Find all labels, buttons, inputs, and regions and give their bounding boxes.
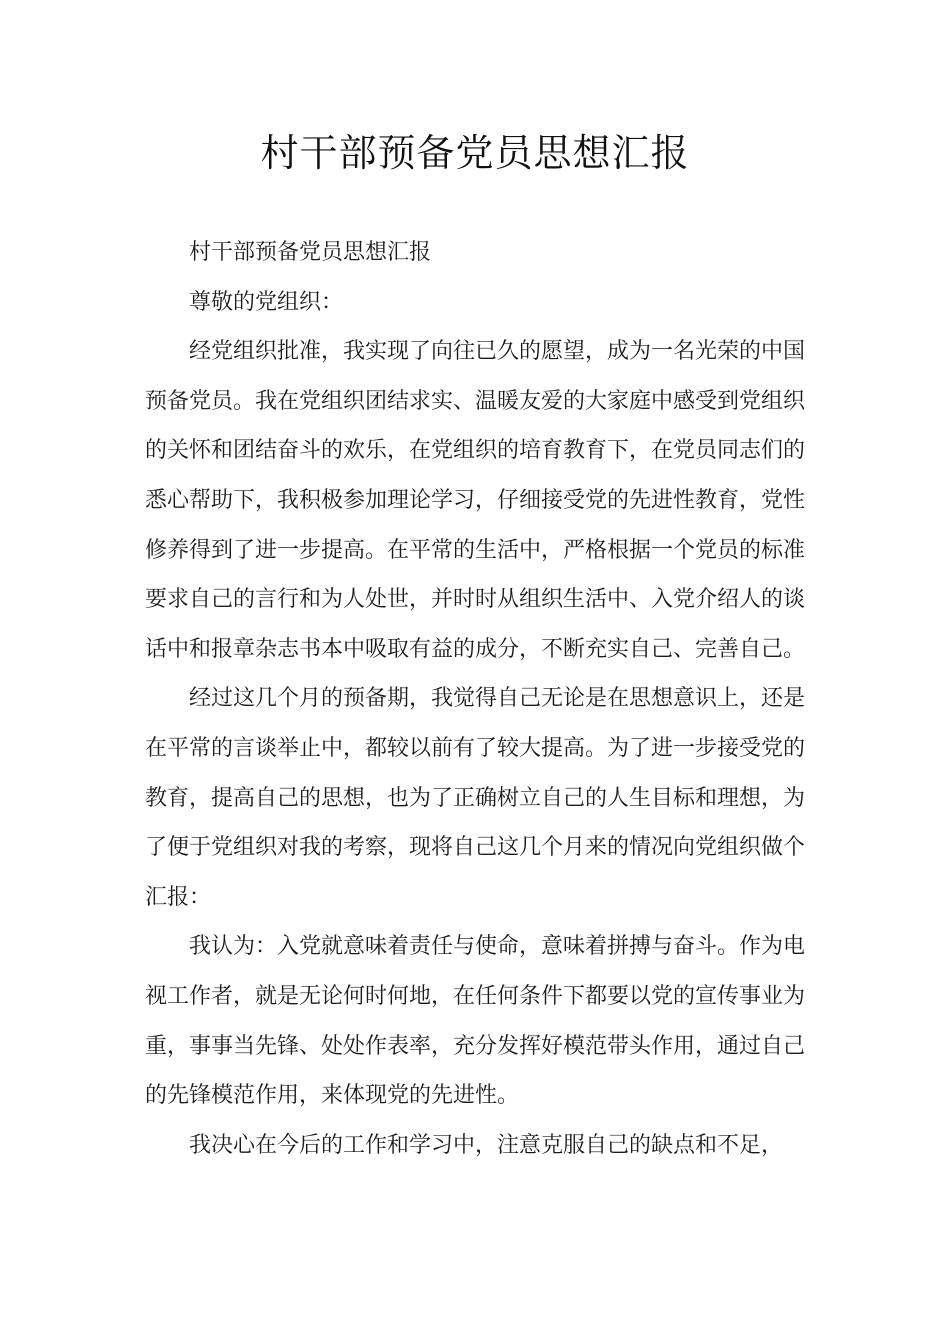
document-body: [145, 228, 805, 1170]
document-title: 村干部预备党员思想汇报: [260, 131, 690, 175]
paragraph-body: 经党组织批准，我实现了向往已久的愿望，成为一名光荣的中国预备党员。我在党组织团结求实、温暖友爱的大家庭中感受到党组织的关怀和团结奋斗的欢乐，在党组织的培育教育下，在党员同志们的悉心帮助下，我积极参加理论学习，仔细接受党的先进性教育，党性修养得到了进一步提高。在平常的生活中，严格根据一个党员的标准要求自己的言行和为人处世，并时时从组织生活中、入党介绍人的谈话中和报章杂志书本中吸取有益的成分，不断充实自己、完善自己。: [145, 339, 806, 662]
paragraph-body: 我认为：入党就意味着责任与使命，意味着拼搏与奋斗。作为电视工作者，就是无论何时何地，在任何条件下都要以党的宣传事业为重，事事当先锋、处处作表率，充分发挥好模范带头作用，通过自己的先锋模范作用，来体现党的先进性。: [145, 934, 806, 1109]
paragraph-body: 经过这几个月的预备期，我觉得自己无论是在思想意识上，还是在平常的言谈举止中，都较以前有了较大提高。为了进一步接受党的教育，提高自己的思想，也为了正确树立自己的人生目标和理想，为了便于党组织对我的考察，现将自己这几个月来的情况向党组织做个汇报：: [145, 686, 806, 910]
paragraph-body: 我决心在今后的工作和学习中，注意克服自己的缺点和不足，: [189, 1132, 784, 1158]
paragraph-heading-repeat: 村干部预备党员思想汇报: [189, 240, 432, 265]
paragraph-salutation: 尊敬的党组织：: [189, 289, 344, 315]
